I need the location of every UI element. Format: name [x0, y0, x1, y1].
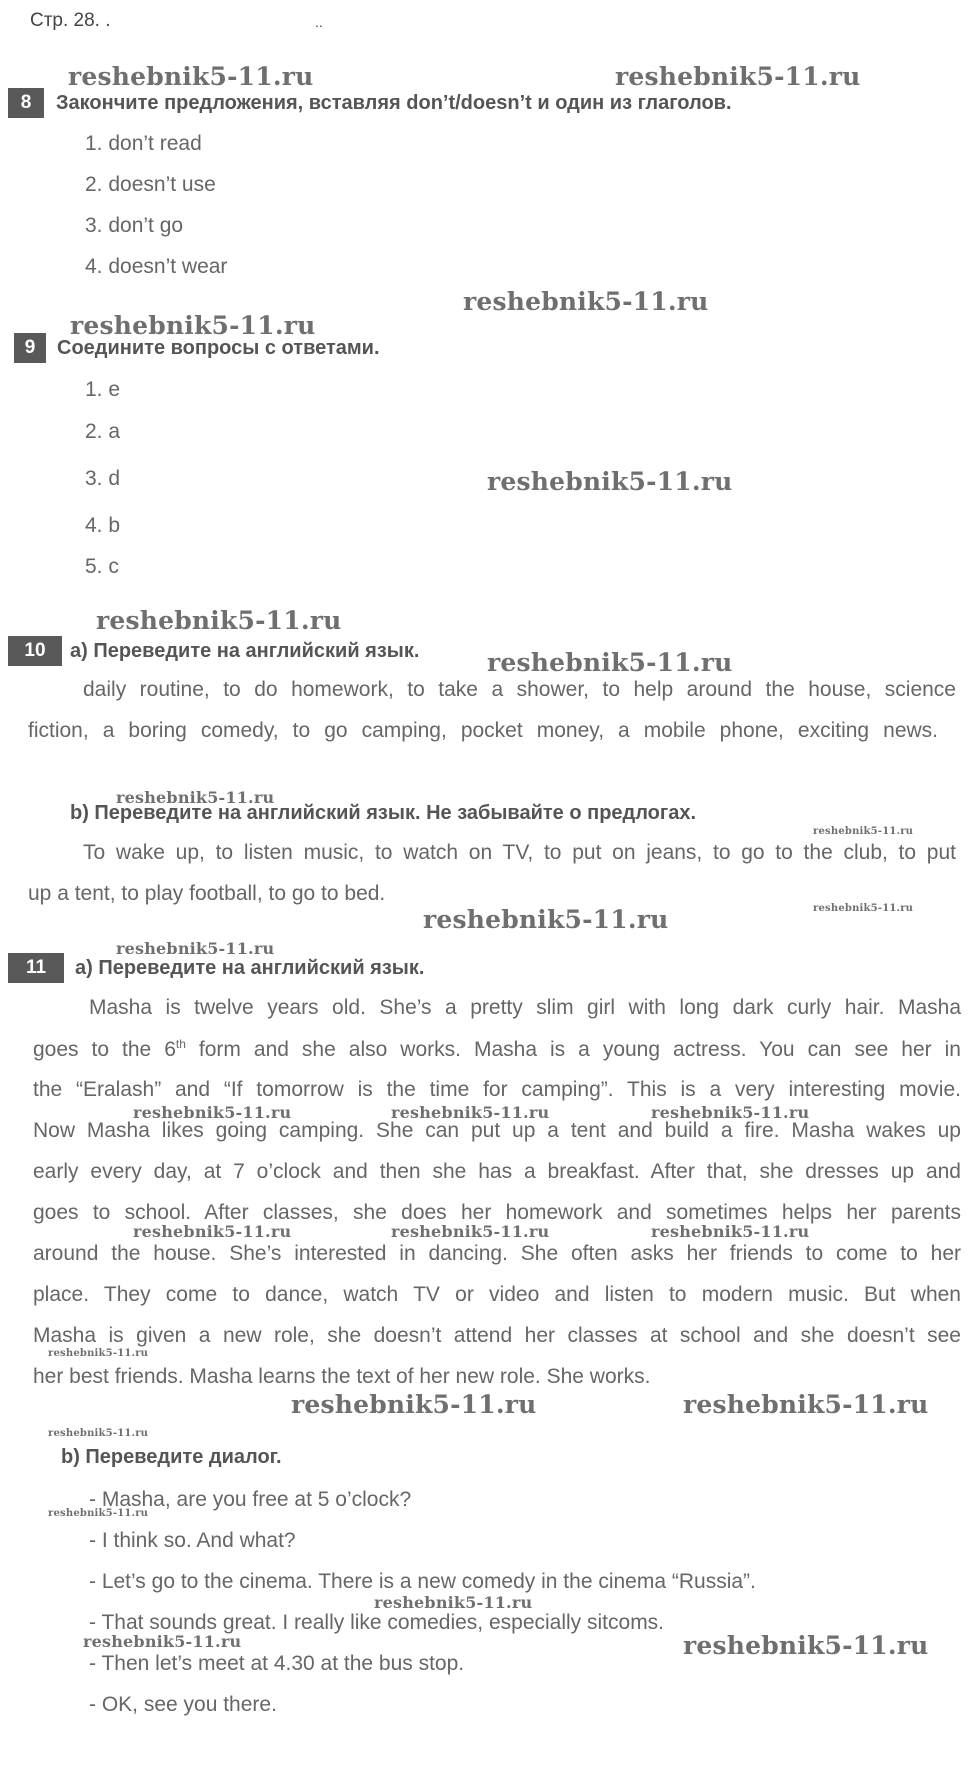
watermark: reshebnik5-11.ru [48, 1348, 149, 1359]
paragraph-line: To wake up, to listen music, to watch on TV, to put on jeans, to go to the club, to put [83, 841, 956, 864]
watermark: reshebnik5-11.ru [615, 62, 861, 91]
list-item: 1. e [85, 378, 121, 401]
task9-title: Соедините вопросы с ответами. [57, 337, 380, 359]
list-item: 4. doesn’t wear [85, 255, 228, 278]
watermark: reshebnik5-11.ru [487, 648, 733, 677]
watermark: reshebnik5-11.ru [813, 826, 914, 837]
watermark: reshebnik5-11.ru [48, 1428, 149, 1439]
watermark: reshebnik5-11.ru [133, 1222, 292, 1241]
watermark: reshebnik5-11.ru [651, 1222, 810, 1241]
watermark: reshebnik5-11.ru [683, 1631, 929, 1660]
paragraph-line: her best friends. Masha learns the text of her new role. She works. [33, 1365, 651, 1388]
list-item: 3. don’t go [85, 214, 184, 237]
watermark: reshebnik5-11.ru [391, 1103, 550, 1122]
paragraph-line: up a tent, to play football, to go to bed. [28, 882, 386, 905]
watermark: reshebnik5-11.ru [463, 287, 709, 316]
watermark: reshebnik5-11.ru [48, 1508, 149, 1519]
watermark: reshebnik5-11.ru [813, 903, 914, 914]
list-item: 5. c [85, 555, 119, 578]
watermark: reshebnik5-11.ru [116, 788, 275, 807]
watermark: reshebnik5-11.ru [651, 1103, 810, 1122]
paragraph-line: early every day, at 7 o’clock and then she has a breakfast. After that, she dresses up and [33, 1160, 961, 1183]
dialog-line: - I think so. And what? [89, 1529, 296, 1552]
watermark: reshebnik5-11.ru [116, 939, 275, 958]
list-item: 1. don’t read [85, 132, 202, 155]
list-item: 2. doesn’t use [85, 173, 216, 196]
task-number-badge: 8 [8, 88, 44, 118]
watermark: reshebnik5-11.ru [96, 606, 342, 635]
paragraph-line: goes to the 6th form and she also works. Masha is a young actress. You can see her in [33, 1037, 961, 1061]
task-number-badge: 9 [14, 333, 46, 363]
watermark: reshebnik5-11.ru [70, 311, 316, 340]
dialog-line: - Then let’s meet at 4.30 at the bus stop. [89, 1652, 465, 1675]
paragraph-line: daily routine, to do homework, to take a shower, to help around the house, science [83, 678, 956, 701]
dialog-line: - That sounds great. I really like comedies, especially sitcoms. [89, 1611, 665, 1634]
paragraph-line: place. They come to dance, watch TV or video and listen to modern music. But when [33, 1283, 961, 1306]
paragraph-line: goes to school. After classes, she does her homework and sometimes helps her parents [33, 1201, 961, 1224]
paragraph-line: the “Eralash” and “If tomorrow is the time for camping”. This is a very interesting movie. [33, 1078, 961, 1101]
watermark: reshebnik5-11.ru [683, 1390, 929, 1419]
dialog-line: - Masha, are you free at 5 o’clock? [89, 1488, 412, 1511]
watermark: reshebnik5-11.ru [374, 1593, 533, 1612]
watermark: reshebnik5-11.ru [391, 1222, 550, 1241]
watermark: reshebnik5-11.ru [423, 905, 669, 934]
task-number-badge: 10 [8, 636, 62, 666]
dialog-line: - OK, see you there. [89, 1693, 277, 1716]
paragraph-line: around the house. She’s interested in dancing. She often asks her friends to come to her [33, 1242, 961, 1265]
task-number-badge: 11 [8, 953, 64, 983]
task11-b-title: b) Переведите диалог. [61, 1446, 282, 1468]
paragraph-line: fiction, a boring comedy, to go camping, pocket money, a mobile phone, exciting news. [28, 719, 938, 742]
task10-a-title: a) Переведите на английский язык. [70, 640, 420, 662]
dialog-line: - Let’s go to the cinema. There is a new comedy in the cinema “Russia”. [89, 1570, 756, 1593]
paragraph-line: Masha is given a new role, she doesn’t attend her classes at school and she doesn’t see [33, 1324, 961, 1347]
watermark: reshebnik5-11.ru [133, 1103, 292, 1122]
task11-a-title: a) Переведите на английский язык. [75, 957, 425, 979]
watermark: reshebnik5-11.ru [83, 1632, 242, 1651]
task8-title: Закончите предложения, вставляя don’t/doesn’t и один из глаголов. [56, 92, 732, 114]
watermark: reshebnik5-11.ru [291, 1390, 537, 1419]
watermark: reshebnik5-11.ru [68, 62, 314, 91]
watermark: reshebnik5-11.ru [487, 467, 733, 496]
page-label: Стр. 28. . [30, 10, 111, 31]
task10-b-title: b) Переведите на английский язык. Не забывайте о предлогах. [70, 802, 697, 824]
paragraph-line: Now Masha likes going camping. She can put up a tent and build a fire. Masha wakes up [33, 1119, 961, 1142]
paragraph-line: Masha is twelve years old. She’s a pretty slim girl with long dark curly hair. Masha [89, 996, 961, 1019]
list-item: 2. a [85, 420, 121, 443]
list-item: 3. d [85, 467, 121, 490]
list-item: 4. b [85, 514, 121, 537]
header-dots: .. [315, 14, 323, 30]
